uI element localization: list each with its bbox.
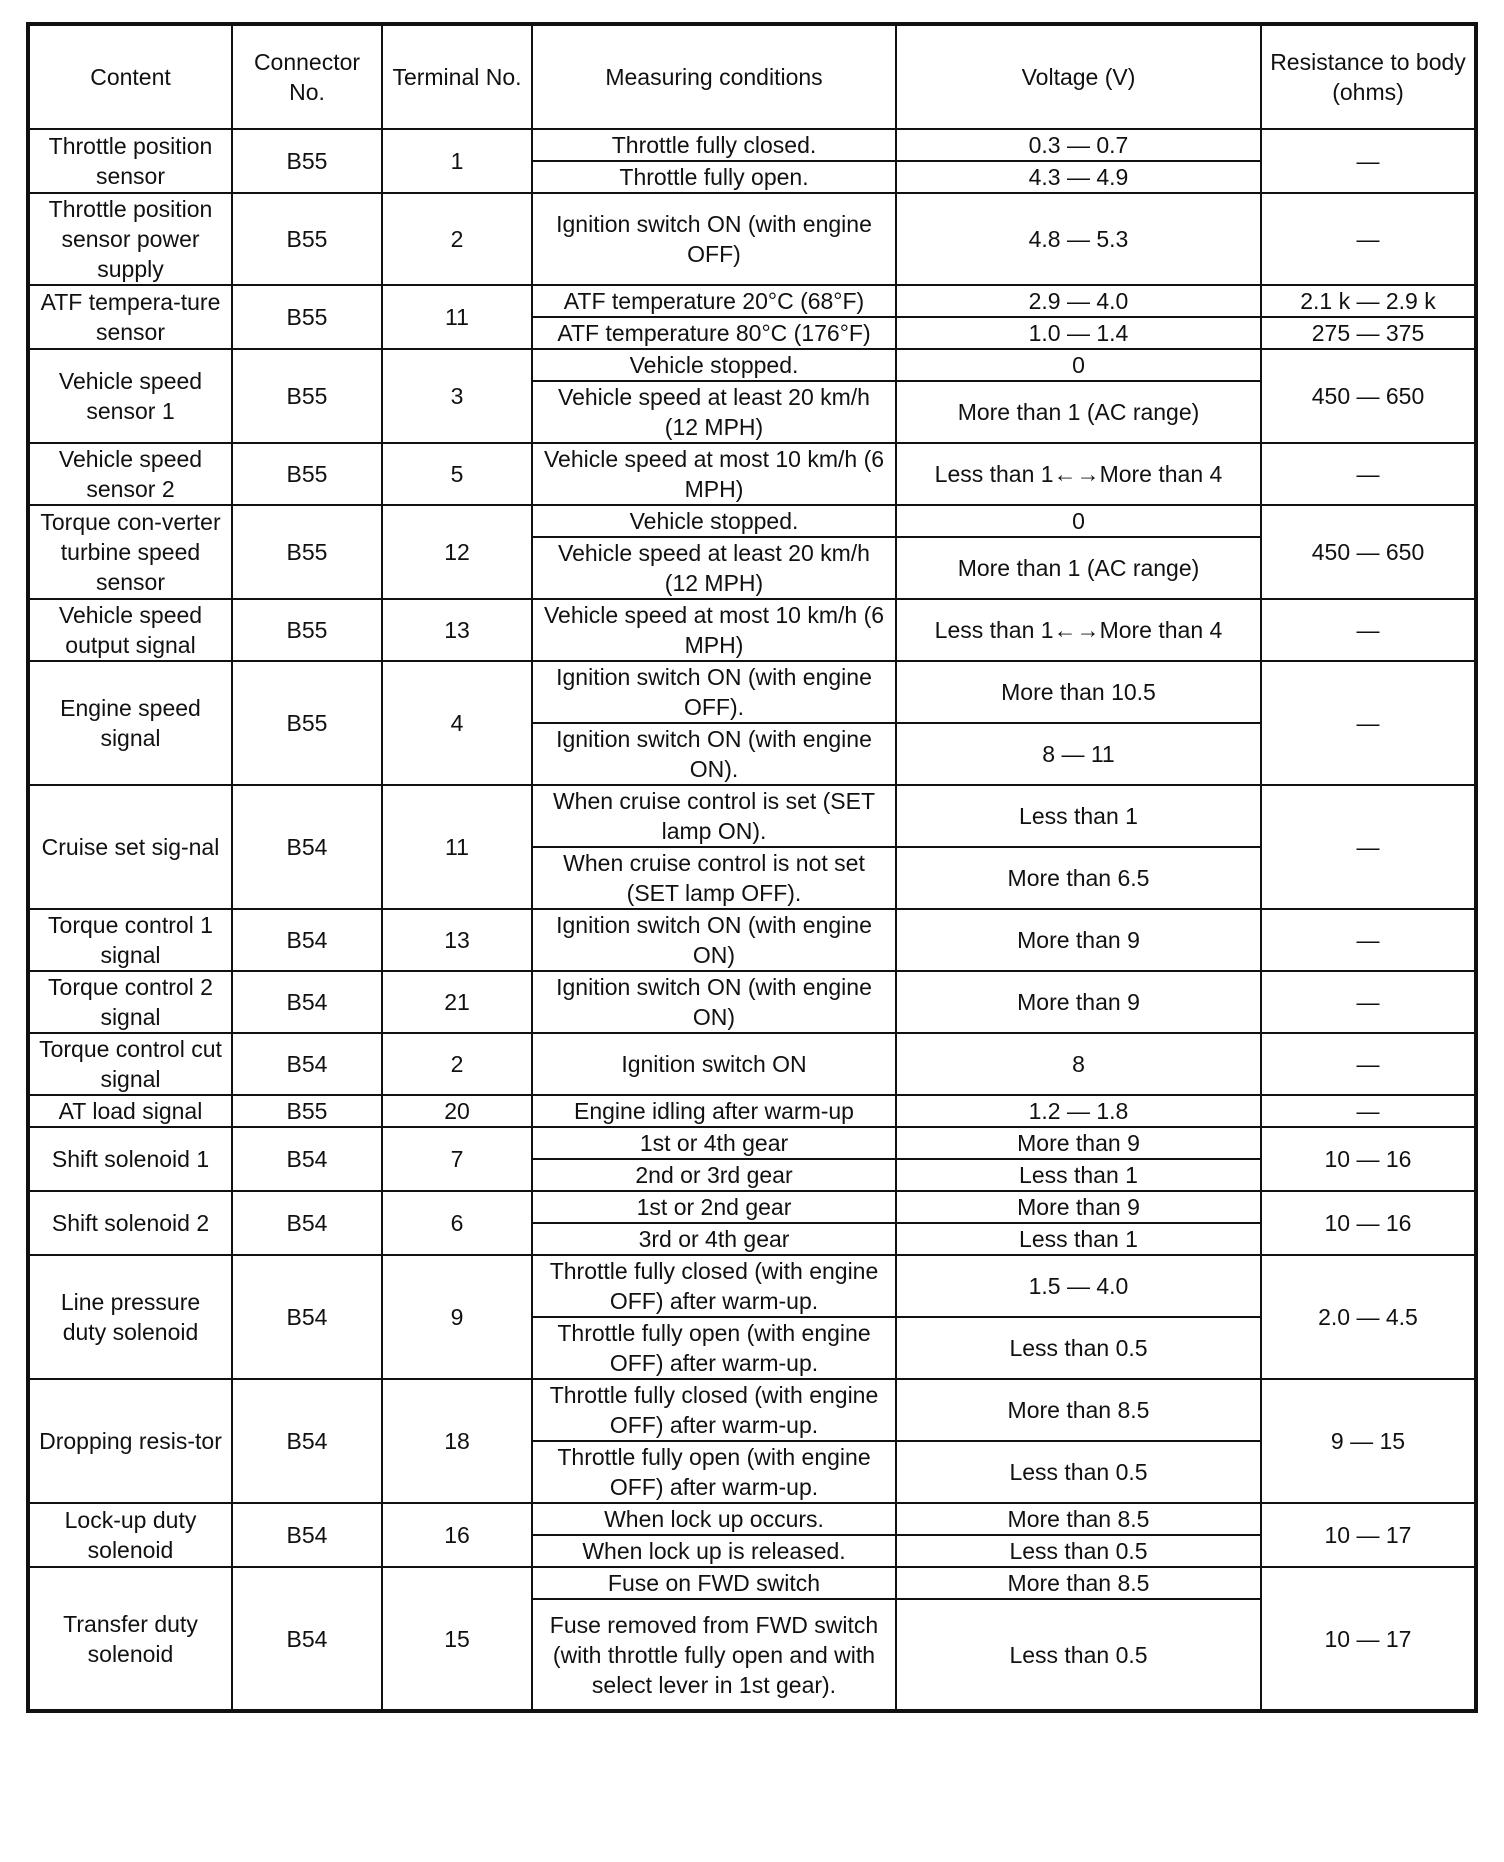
voltage-cell: 0 xyxy=(896,349,1261,381)
content-cell: Cruise set sig-nal xyxy=(28,785,232,909)
resistance-cell: 450 — 650 xyxy=(1261,505,1476,599)
content-cell: Engine speed signal xyxy=(28,661,232,785)
voltage-cell: Less than 1←→More than 4 xyxy=(896,443,1261,505)
voltage-cell: 1.0 — 1.4 xyxy=(896,317,1261,349)
resistance-cell: — xyxy=(1261,661,1476,785)
header-terminal-no: Terminal No. xyxy=(382,24,532,129)
content-cell: Shift solenoid 1 xyxy=(28,1127,232,1191)
connector-cell: B54 xyxy=(232,1191,382,1255)
voltage-cell: 8 — 11 xyxy=(896,723,1261,785)
condition-cell: Ignition switch ON xyxy=(532,1033,896,1095)
connector-cell: B54 xyxy=(232,785,382,909)
content-cell: Vehicle speed sensor 1 xyxy=(28,349,232,443)
voltage-cell: More than 9 xyxy=(896,971,1261,1033)
condition-cell: When cruise control is set (SET lamp ON). xyxy=(532,785,896,847)
terminal-cell: 11 xyxy=(382,785,532,909)
header-content: Content xyxy=(28,24,232,129)
resistance-cell: 9 — 15 xyxy=(1261,1379,1476,1503)
condition-cell: Throttle fully open. xyxy=(532,161,896,193)
header-row xyxy=(28,24,1476,129)
voltage-cell: More than 9 xyxy=(896,1127,1261,1159)
condition-cell: Vehicle stopped. xyxy=(532,349,896,381)
content-cell: Lock-up duty solenoid xyxy=(28,1503,232,1567)
resistance-cell: 10 — 17 xyxy=(1261,1503,1476,1567)
content-cell: Vehicle speed sensor 2 xyxy=(28,443,232,505)
condition-cell: 2nd or 3rd gear xyxy=(532,1159,896,1191)
voltage-cell: More than 8.5 xyxy=(896,1379,1261,1441)
voltage-cell: 0 xyxy=(896,505,1261,537)
connector-cell: B55 xyxy=(232,1095,382,1127)
content-cell: Torque control 2 signal xyxy=(28,971,232,1033)
condition-cell: 1st or 4th gear xyxy=(532,1127,896,1159)
connector-cell: B54 xyxy=(232,1255,382,1379)
condition-cell: Fuse on FWD switch xyxy=(532,1567,896,1599)
header-connector-no: Connector No. xyxy=(232,24,382,129)
connector-cell: B54 xyxy=(232,1127,382,1191)
terminal-cell: 6 xyxy=(382,1191,532,1255)
voltage-cell: Less than 1 xyxy=(896,785,1261,847)
voltage-cell: More than 1 (AC range) xyxy=(896,381,1261,443)
condition-cell: ATF temperature 20°C (68°F) xyxy=(532,285,896,317)
table-row xyxy=(28,285,1476,317)
table-body xyxy=(28,129,1476,1711)
terminal-cell: 7 xyxy=(382,1127,532,1191)
header-resistance: Resistance to body (ohms) xyxy=(1261,24,1476,129)
condition-cell: Vehicle speed at most 10 km/h (6 MPH) xyxy=(532,599,896,661)
content-cell: Transfer duty solenoid xyxy=(28,1567,232,1711)
condition-cell: Ignition switch ON (with engine ON) xyxy=(532,909,896,971)
connector-cell: B55 xyxy=(232,349,382,443)
table-row xyxy=(28,909,1476,971)
terminal-cell: 12 xyxy=(382,505,532,599)
content-cell: Line pressure duty solenoid xyxy=(28,1255,232,1379)
terminal-cell: 15 xyxy=(382,1567,532,1711)
terminal-cell: 13 xyxy=(382,599,532,661)
condition-cell: Fuse removed from FWD switch (with throttle fully open and with select lever in 1st gear). xyxy=(532,1599,896,1711)
voltage-cell: More than 9 xyxy=(896,909,1261,971)
voltage-cell: More than 10.5 xyxy=(896,661,1261,723)
terminal-cell: 20 xyxy=(382,1095,532,1127)
condition-cell: Throttle fully closed. xyxy=(532,129,896,161)
terminal-cell: 3 xyxy=(382,349,532,443)
table-row xyxy=(28,1567,1476,1599)
resistance-cell: — xyxy=(1261,599,1476,661)
resistance-cell: 10 — 16 xyxy=(1261,1191,1476,1255)
resistance-cell: 450 — 650 xyxy=(1261,349,1476,443)
voltage-cell: Less than 0.5 xyxy=(896,1535,1261,1567)
voltage-cell: Less than 1←→More than 4 xyxy=(896,599,1261,661)
voltage-cell: 2.9 — 4.0 xyxy=(896,285,1261,317)
condition-cell: Vehicle speed at least 20 km/h (12 MPH) xyxy=(532,537,896,599)
terminal-cell: 16 xyxy=(382,1503,532,1567)
table-row xyxy=(28,1191,1476,1223)
terminal-cell: 21 xyxy=(382,971,532,1033)
resistance-cell: — xyxy=(1261,785,1476,909)
table-row xyxy=(28,599,1476,661)
resistance-cell: 2.1 k — 2.9 k xyxy=(1261,285,1476,317)
table-row xyxy=(28,505,1476,537)
terminal-cell: 1 xyxy=(382,129,532,193)
condition-cell: Throttle fully closed (with engine OFF) after warm-up. xyxy=(532,1379,896,1441)
terminal-cell: 9 xyxy=(382,1255,532,1379)
connector-cell: B54 xyxy=(232,1503,382,1567)
condition-cell: Throttle fully open (with engine OFF) after warm-up. xyxy=(532,1441,896,1503)
table-row xyxy=(28,1127,1476,1159)
resistance-cell: — xyxy=(1261,971,1476,1033)
condition-cell: Vehicle speed at least 20 km/h (12 MPH) xyxy=(532,381,896,443)
voltage-cell: Less than 0.5 xyxy=(896,1441,1261,1503)
condition-cell: Ignition switch ON (with engine OFF). xyxy=(532,661,896,723)
terminal-cell: 2 xyxy=(382,1033,532,1095)
voltage-cell: More than 6.5 xyxy=(896,847,1261,909)
content-cell: ATF tempera-ture sensor xyxy=(28,285,232,349)
resistance-cell: — xyxy=(1261,909,1476,971)
voltage-cell: More than 8.5 xyxy=(896,1567,1261,1599)
connector-cell: B54 xyxy=(232,1033,382,1095)
condition-cell: ATF temperature 80°C (176°F) xyxy=(532,317,896,349)
table-row xyxy=(28,1503,1476,1535)
condition-cell: 1st or 2nd gear xyxy=(532,1191,896,1223)
condition-cell: 3rd or 4th gear xyxy=(532,1223,896,1255)
condition-cell: Ignition switch ON (with engine ON) xyxy=(532,971,896,1033)
resistance-cell: — xyxy=(1261,1095,1476,1127)
resistance-cell: 275 — 375 xyxy=(1261,317,1476,349)
resistance-cell: — xyxy=(1261,1033,1476,1095)
connector-cell: B55 xyxy=(232,599,382,661)
condition-cell: Engine idling after warm-up xyxy=(532,1095,896,1127)
table-row xyxy=(28,1255,1476,1317)
terminal-cell: 18 xyxy=(382,1379,532,1503)
connector-cell: B54 xyxy=(232,971,382,1033)
terminal-spec-table xyxy=(26,22,1478,1713)
table-row xyxy=(28,661,1476,723)
voltage-cell: 0.3 — 0.7 xyxy=(896,129,1261,161)
condition-cell: When lock up occurs. xyxy=(532,1503,896,1535)
voltage-cell: 4.8 — 5.3 xyxy=(896,193,1261,285)
content-cell: Vehicle speed output signal xyxy=(28,599,232,661)
voltage-cell: 4.3 — 4.9 xyxy=(896,161,1261,193)
content-cell: Torque control 1 signal xyxy=(28,909,232,971)
content-cell: AT load signal xyxy=(28,1095,232,1127)
condition-cell: Throttle fully closed (with engine OFF) after warm-up. xyxy=(532,1255,896,1317)
content-cell: Torque con-verter turbine speed sensor xyxy=(28,505,232,599)
resistance-cell: — xyxy=(1261,443,1476,505)
table-row xyxy=(28,971,1476,1033)
connector-cell: B55 xyxy=(232,443,382,505)
connector-cell: B55 xyxy=(232,661,382,785)
resistance-cell: 2.0 — 4.5 xyxy=(1261,1255,1476,1379)
table-row xyxy=(28,1379,1476,1441)
content-cell: Shift solenoid 2 xyxy=(28,1191,232,1255)
content-cell: Dropping resis-tor xyxy=(28,1379,232,1503)
terminal-cell: 2 xyxy=(382,193,532,285)
voltage-cell: 1.5 — 4.0 xyxy=(896,1255,1261,1317)
table-row xyxy=(28,349,1476,381)
terminal-cell: 4 xyxy=(382,661,532,785)
voltage-cell: Less than 0.5 xyxy=(896,1599,1261,1711)
connector-cell: B55 xyxy=(232,193,382,285)
voltage-cell: More than 1 (AC range) xyxy=(896,537,1261,599)
table-row xyxy=(28,129,1476,161)
connector-cell: B55 xyxy=(232,285,382,349)
terminal-cell: 11 xyxy=(382,285,532,349)
table-row xyxy=(28,785,1476,847)
voltage-cell: 1.2 — 1.8 xyxy=(896,1095,1261,1127)
condition-cell: Ignition switch ON (with engine OFF) xyxy=(532,193,896,285)
table-row xyxy=(28,1095,1476,1127)
resistance-cell: 10 — 17 xyxy=(1261,1567,1476,1711)
content-cell: Throttle position sensor xyxy=(28,129,232,193)
spec-table-container xyxy=(26,22,1474,1713)
voltage-cell: Less than 1 xyxy=(896,1223,1261,1255)
connector-cell: B54 xyxy=(232,1379,382,1503)
voltage-cell: Less than 0.5 xyxy=(896,1317,1261,1379)
content-cell: Torque control cut signal xyxy=(28,1033,232,1095)
terminal-cell: 13 xyxy=(382,909,532,971)
resistance-cell: — xyxy=(1261,129,1476,193)
header-voltage: Voltage (V) xyxy=(896,24,1261,129)
voltage-cell: More than 8.5 xyxy=(896,1503,1261,1535)
voltage-cell: More than 9 xyxy=(896,1191,1261,1223)
condition-cell: Throttle fully open (with engine OFF) after warm-up. xyxy=(532,1317,896,1379)
table-row xyxy=(28,193,1476,285)
condition-cell: Vehicle speed at most 10 km/h (6 MPH) xyxy=(532,443,896,505)
condition-cell: When lock up is released. xyxy=(532,1535,896,1567)
condition-cell: When cruise control is not set (SET lamp OFF). xyxy=(532,847,896,909)
resistance-cell: 10 — 16 xyxy=(1261,1127,1476,1191)
table-row xyxy=(28,443,1476,505)
voltage-cell: Less than 1 xyxy=(896,1159,1261,1191)
header-measuring-conditions: Measuring conditions xyxy=(532,24,896,129)
connector-cell: B54 xyxy=(232,1567,382,1711)
connector-cell: B55 xyxy=(232,129,382,193)
table-row xyxy=(28,1033,1476,1095)
voltage-cell: 8 xyxy=(896,1033,1261,1095)
condition-cell: Vehicle stopped. xyxy=(532,505,896,537)
condition-cell: Ignition switch ON (with engine ON). xyxy=(532,723,896,785)
connector-cell: B54 xyxy=(232,909,382,971)
resistance-cell: — xyxy=(1261,193,1476,285)
connector-cell: B55 xyxy=(232,505,382,599)
terminal-cell: 5 xyxy=(382,443,532,505)
content-cell: Throttle position sensor power supply xyxy=(28,193,232,285)
